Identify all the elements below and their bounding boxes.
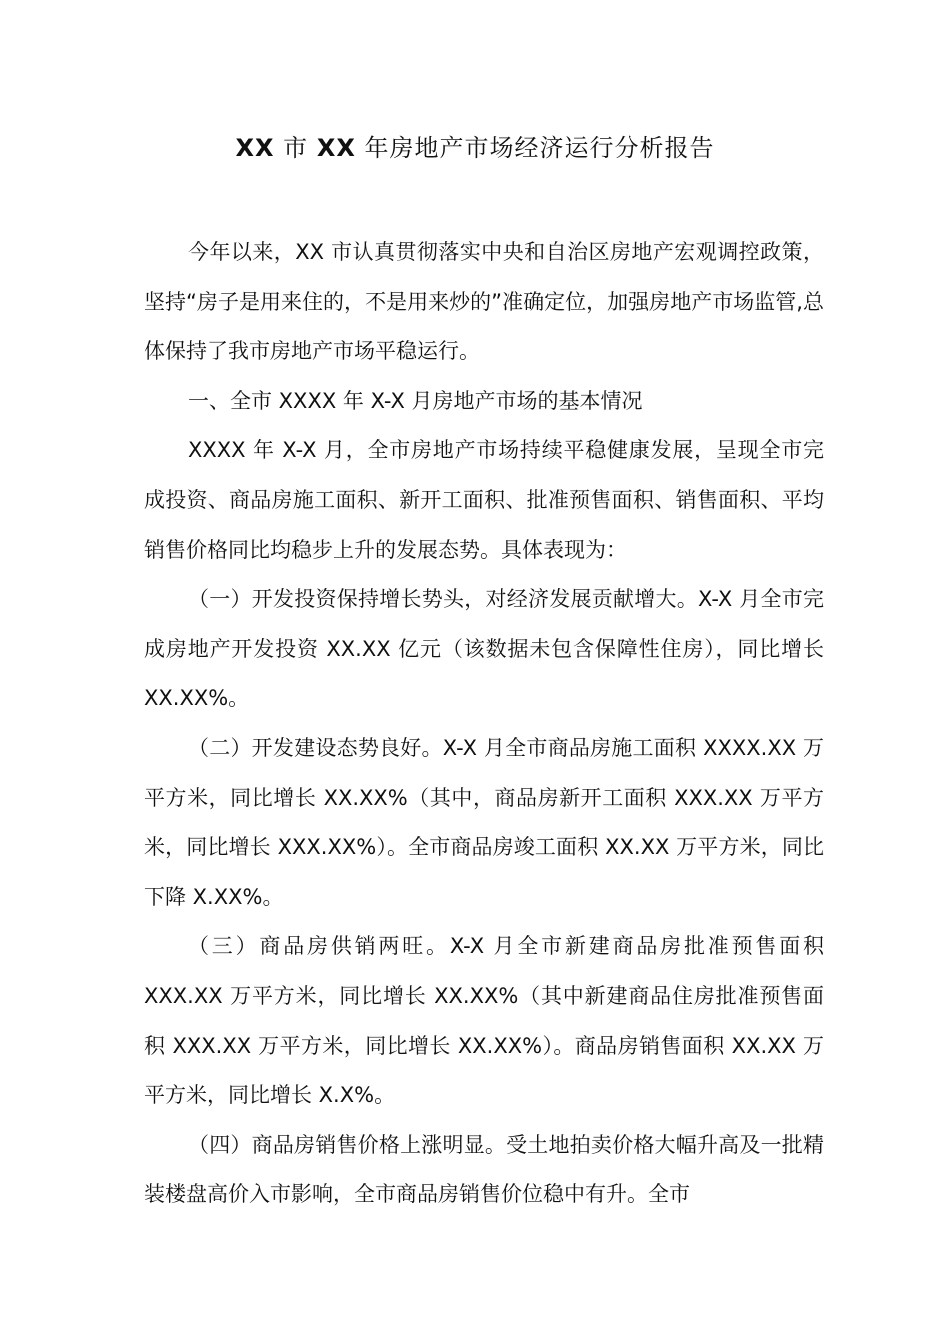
title-year-placeholder: XX (316, 134, 356, 162)
paragraph-supply-sales: （三）商品房供销两旺。X-X 月全市新建商品房批准预售面积 XXX.XX 万平方米，同比增长 XX.XX%（其中新建商品住房批准预售面积 XXX.XX 万平方米，同比增长 XX.XX%）。商品房销售面积 XX.XX 万平方米，同比增长 X.X%。 (144, 934, 824, 1108)
title-text: 年房地产市场经济运行分析报告 (355, 134, 715, 162)
paragraph-intro: 今年以来，XX 市认真贯彻落实中央和自治区房地产宏观调控政策，坚持“房子是用来住的，不是用来炒的”准确定位，加强房地产市场监管,总体保持了我市房地产市场平稳运行。 (144, 240, 824, 364)
document-title (0, 128, 950, 163)
paragraph-prices: （四）商品房销售价格上涨明显。受土地拍卖价格大幅升高及一批精装楼盘高价入市影响，全市商品房销售价位稳中有升。全市 (144, 1132, 824, 1207)
section-heading-1: 一、全市 XXXX 年 X-X 月房地产市场的基本情况 (188, 388, 643, 413)
title-city-placeholder: XX (235, 134, 275, 162)
paragraph-overview: XXXX 年 X-X 月，全市房地产市场持续平稳健康发展，呈现全市完成投资、商品房施工面积、新开工面积、批准预售面积、销售面积、平均销售价格同比均稳步上升的发展态势。具体表现为： (144, 438, 824, 562)
title-city-label: 市 (274, 134, 317, 162)
paragraph-construction: （二）开发建设态势良好。X-X 月全市商品房施工面积 XXXX.XX 万平方米，同比增长 XX.XX%（其中，商品房新开工面积 XXX.XX 万平方米，同比增长 XXX.XX%）。全市商品房竣工面积 XX.XX 万平方米，同比下降 X.XX%。 (144, 735, 824, 909)
document-body (144, 228, 824, 1220)
paragraph-investment: （一）开发投资保持增长势头，对经济发展贡献增大。X-X 月全市完成房地产开发投资 XX.XX 亿元（该数据未包含保障性住房），同比增长 XX.XX%。 (144, 587, 824, 711)
